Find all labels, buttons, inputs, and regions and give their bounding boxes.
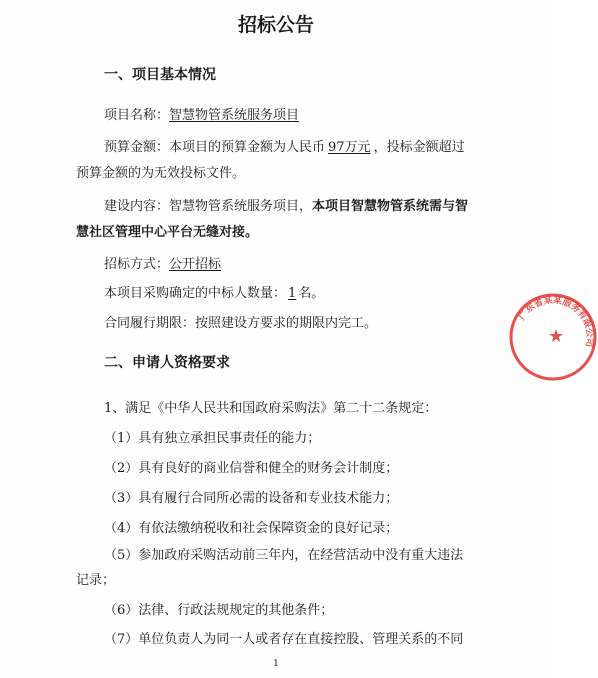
qualification-item: （6）法律、行政法规规定的其他条件； [104, 603, 334, 618]
qualification-item: （3）具有履行合同所必需的设备和专业技术能力； [104, 491, 399, 506]
budget-line [104, 140, 465, 156]
project-name-label: 项目名称： [104, 108, 170, 123]
document-title: 招标公告 [237, 14, 314, 36]
project-name-line [104, 108, 299, 124]
qualification-intro: 1、满足《中华人民共和国政府采购法》第二十二条规定： [104, 401, 438, 416]
company-seal [508, 292, 598, 382]
budget-label: 预算金额：本项目的预算金额为人民币 [104, 140, 326, 155]
construction-content-bold: 本项目智慧物管系统需与智 [312, 199, 469, 214]
qualification-item: （4）有依法缴纳税收和社会保障资金的良好记录； [104, 521, 399, 536]
budget-rest: ，投标金额超过 [373, 140, 465, 155]
tender-method-label: 招标方式： [104, 257, 170, 272]
qualification-item: （1）具有独立承担民事责任的能力； [104, 431, 321, 446]
section-heading-qualifications: 二、申请人资格要求 [104, 355, 230, 371]
project-name-value: 智慧物管系统服务项目 [169, 108, 300, 123]
page-number: 1 [273, 659, 279, 669]
qualification-item: （5）参加政府采购活动前三年内，在经营活动中没有重大违法 [104, 548, 464, 563]
qualification-item-continuation: 记录； [76, 573, 116, 588]
winner-count-line [104, 286, 324, 302]
tender-method-value: 公开招标 [169, 257, 222, 272]
section-heading-basic-info: 一、项目基本情况 [104, 67, 216, 83]
seal-text: 广东省某某服务有限公司 [517, 295, 595, 348]
construction-content-line-2: 慧社区管理中心平台无缝对接。 [76, 225, 259, 240]
winner-count-label: 本项目采购确定的中标人数量： [104, 286, 287, 301]
seal-star-icon: ★ [548, 326, 565, 347]
winner-count-value: 1 [288, 286, 297, 301]
qualification-item: （7）单位负责人为同一人或者存在直接控股、管理关系的不同 [104, 632, 464, 647]
qualification-item: （2）具有良好的商业信誉和健全的财务会计制度； [104, 461, 399, 476]
construction-content-label: 建设内容：智慧物管系统服务项目， [104, 199, 313, 214]
contract-period-line: 合同履行期限：按照建设方要求的期限内完工。 [104, 316, 378, 331]
budget-value: 97万元 [328, 140, 371, 155]
tender-method-line [104, 257, 221, 273]
construction-content-line [104, 199, 468, 215]
budget-line-2: 预算金额的为无效投标文件。 [76, 166, 246, 181]
winner-count-suffix: 名。 [298, 286, 325, 301]
